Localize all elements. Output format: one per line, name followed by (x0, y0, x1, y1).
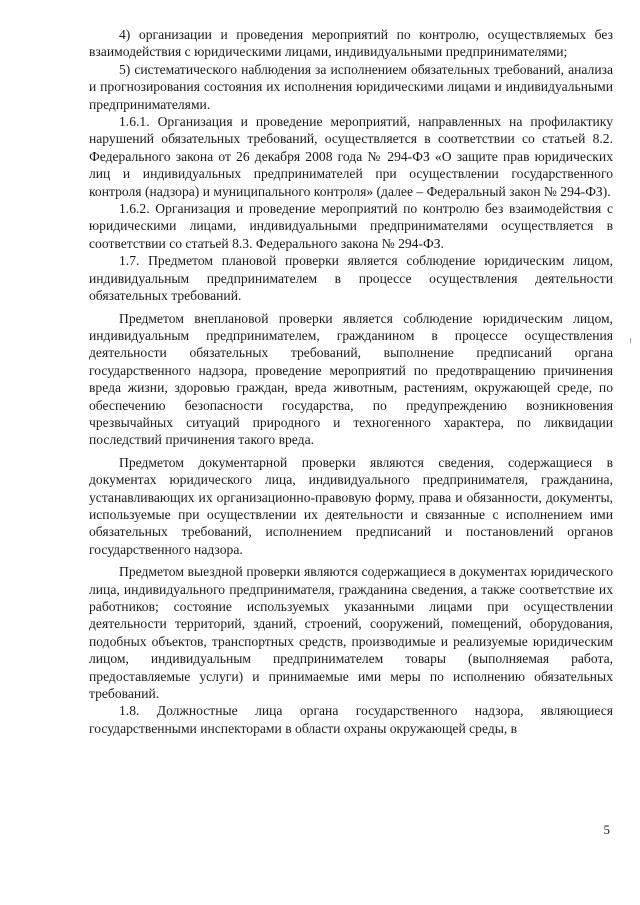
paragraph-1-7: 1.7. Предметом плановой проверки является соблюдение юридическим лицом, индивидуальным предпринимателем в процессе осуществления деятельности обязательных требований. (89, 253, 613, 304)
paragraph-item-4: 4) организации и проведения мероприятий по контролю, осуществляемых без взаимодействия с юридическими лицами, индивидуальными предпринимателями; (89, 27, 613, 60)
paragraph-unscheduled-inspection: Предметом внеплановой проверки является соблюдение юридическим лицом, индивидуальным предпринимателем, гражданином в процессе осуществления деятельности обязательных требований, выполнение предписаний органа государственного надзора, проведение мероприятий по предотвращению причинения вреда жизни, здоровью граждан, вреда животным, растениям, окружающей среде, по обеспечению безопасности государства, по предупреждению возникновения чрезвычайных ситуаций природного и техногенного характера, по ликвидации последствий причинения такого вреда. (89, 310, 613, 448)
scan-mark (630, 338, 631, 343)
paragraph-documentary-inspection: Предметом документарной проверки являются сведения, содержащиеся в документах юридического лица, индивидуального предпринимателя, гражданина, устанавливающих их организационно-правовую форму, права и обязанности, документы, используемые при осуществлении их деятельности и связанные с исполнением ими обязательных требований, исполнением предписаний и постановлений органов государственного надзора. (89, 454, 613, 557)
document-body (89, 26, 613, 737)
paragraph-1-6-1: 1.6.1. Организация и проведение мероприятий, направленных на профилактику нарушений обязательных требований, осуществляется в соответствии со статьей 8.2. Федерального закона от 26 декабря 2008 года № 294-ФЗ «О защите прав юридических лиц и индивидуальных предпринимателей при осуществлении государственного контроля (надзора) и муниципального контроля» (далее – Федеральный закон № 294-ФЗ). (89, 114, 613, 199)
page-number: 5 (603, 822, 610, 837)
paragraph-field-inspection: Предметом выездной проверки являются содержащиеся в документах юридического лица, индивидуального предпринимателя, гражданина сведения, а также соответствие их работников; состояние используемых указанными лицами при осуществлении деятельности территорий, зданий, строений, сооружений, помещений, оборудования, подобных объектов, транспортных средств, производимые и реализуемые юридическим лицом, индивидуальным предпринимателем товары (выполняемая работа, предоставляемые услуги) и принимаемые ими меры по исполнению обязательных требований. (89, 564, 613, 702)
paragraph-1-6-2: 1.6.2. Организация и проведение мероприятий по контролю без взаимодействия с юридическими лицами, индивидуальными предпринимателями осуществляется в соответствии со статьей 8.3. Федерального закона № 294-ФЗ. (89, 201, 613, 251)
paragraph-item-5: 5) систематического наблюдения за исполнением обязательных требований, анализа и прогнозирования состояния их исполнения юридическими лицами и индивидуальными предпринимателями. (89, 61, 613, 112)
paragraph-1-8: 1.8. Должностные лица органа государственного надзора, являющиеся государственными инспекторами в области охраны окружающей среды, в (89, 703, 613, 736)
